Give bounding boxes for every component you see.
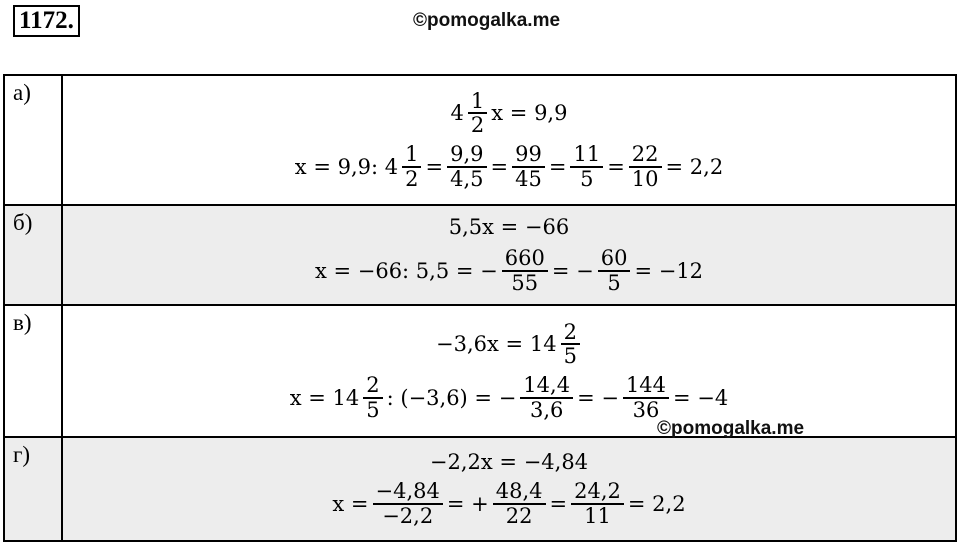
solution-line: x = −66: 5,5 = − $\frac{660}{55}$ = − $\frac{60}{5}$ = −12 [314, 246, 704, 295]
fraction: $\frac{660}{55}$ [502, 247, 548, 294]
fraction: $\frac{99}{45}$ [512, 143, 545, 190]
fraction: $\frac{24,2}{11}$ [571, 480, 624, 527]
fraction: $\frac{14,4}{3,6}$ [520, 374, 573, 421]
fraction: $\frac{2}{5}$ [561, 321, 580, 368]
task-number: 1172. [13, 5, 80, 37]
row-label: в) [4, 305, 62, 437]
equation: 4 $\frac{1}{2}$ x = 9,9 [450, 88, 568, 138]
fraction: $\frac{48,4}{22}$ [493, 480, 546, 527]
fraction: $\frac{2}{5}$ [363, 374, 382, 421]
watermark: ©pomogalka.me [413, 10, 561, 31]
solution-line: x = $\frac{-4,84}{-2,2}$ = + $\frac{48,4}{22}$ = $\frac{24,2}{11}$ = 2,2 [332, 479, 686, 528]
solution-row-d [4, 437, 956, 541]
row-content [62, 205, 956, 305]
fraction: $\frac{22}{10}$ [629, 143, 662, 190]
row-label: б) [4, 205, 62, 305]
fraction: $\frac{1}{2}$ [402, 143, 421, 190]
fraction: $\frac{144}{36}$ [623, 374, 669, 421]
fraction: $\frac{9,9}{4,5}$ [447, 143, 486, 190]
header [13, 5, 943, 37]
row-label: г) [4, 437, 62, 541]
solution-line: x = 14 $\frac{2}{5}$ : (−3,6) = − $\frac{14,4}{3,6}$ = − $\frac{144}{36}$ = −4 [289, 373, 729, 422]
solutions-table [3, 74, 957, 542]
solution-line: x = 9,9: 4 $\frac{1}{2}$ = $\frac{9,9}{4,5}$ = $\frac{99}{45}$ = $\frac{11}{5}$ = $\frac{22}{10}$ = 2,2 [294, 142, 724, 191]
equation: −2,2x = −4,84 [429, 450, 589, 475]
row-content [62, 305, 956, 437]
watermark-overlay: ©pomogalka.me [657, 418, 805, 439]
equation: −3,6x = 14 $\frac{2}{5}$ [63, 321, 955, 368]
solution-row-b [4, 205, 956, 305]
fraction: $\frac{60}{5}$ [598, 247, 631, 294]
row-label: а) [4, 75, 62, 205]
solution-row-c [4, 305, 956, 437]
fraction: $\frac{1}{2}$ [468, 90, 487, 137]
row-content [62, 75, 956, 205]
solution-row-a [4, 75, 956, 205]
row-content [62, 437, 956, 541]
fraction: $\frac{-4,84}{-2,2}$ [373, 480, 443, 527]
equation: 5,5x = −66 [448, 215, 570, 240]
fraction: $\frac{11}{5}$ [570, 143, 603, 190]
